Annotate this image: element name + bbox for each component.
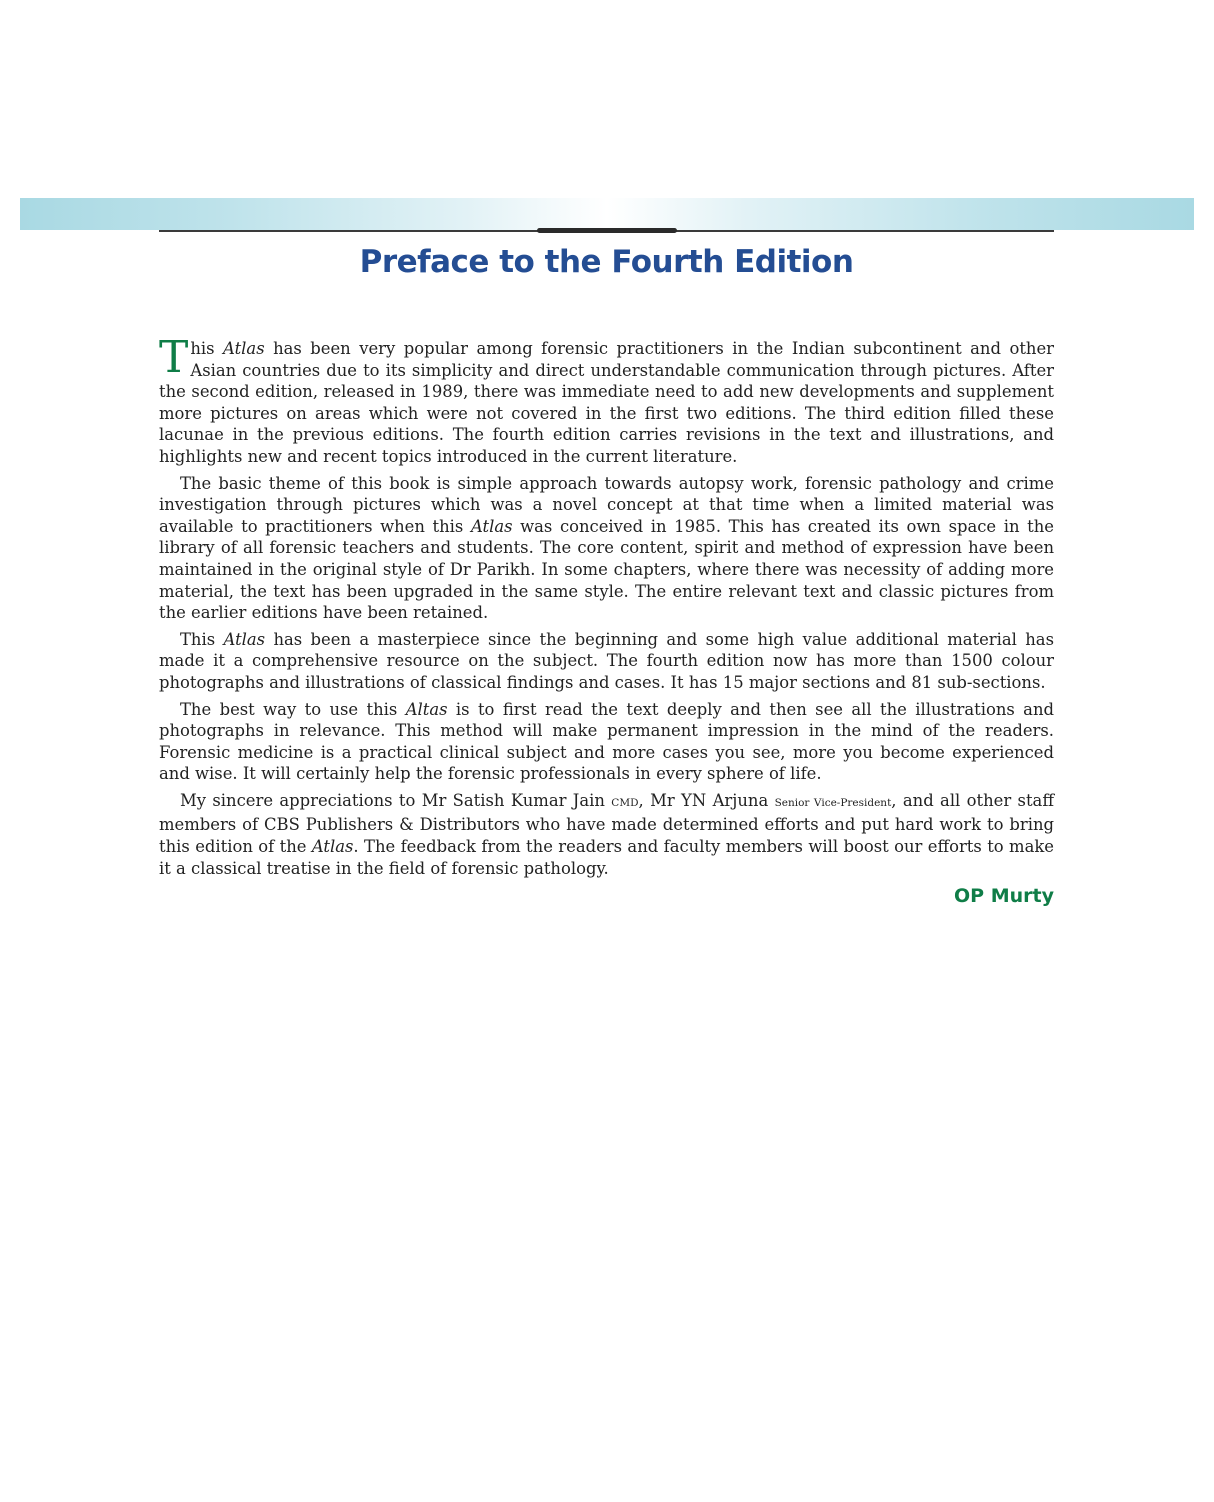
paragraph-text: The basic theme of this book is simple approach towards autopsy work, forensic pathology and crime investigation through pictures which was a novel concept at that time when a limited material was available to practitioners when this (159, 473, 1054, 536)
header-band (20, 198, 1194, 230)
title-note-svp: Senior Vice-President (774, 796, 892, 809)
paragraph-2 (159, 473, 1054, 624)
preface-body (159, 332, 1054, 884)
paragraph-3 (159, 629, 1054, 694)
paragraph-text: The best way to use this (180, 699, 406, 719)
paragraph-text: . The feedback from the readers and faculty members will boost our efforts to make it a classical treatise in the field of forensic pathology. (159, 837, 1054, 878)
paragraph-text: was conceived in 1985. This has created its own space in the library of all forensic teachers and students. The core content, spirit and method of expression have been maintained in the original style of Dr Parikh. In some chapters, where there was necessity of adding more material, the text has been upgraded in the same style. The entire relevant text and classic pictures from the earlier editions have been retained. (159, 516, 1054, 623)
drop-cap: T (159, 332, 189, 383)
paragraph-text: My sincere appreciations to Mr Satish Kumar Jain (180, 790, 612, 810)
paragraph-text: , Mr YN Arjuna (638, 790, 775, 810)
italic-atlas: Atlas (470, 516, 513, 536)
paragraph-text: his (190, 339, 224, 358)
page-title: Preface to the Fourth Edition (359, 244, 854, 280)
italic-atlas: Atlas (223, 339, 265, 358)
paragraph-text: , and all other staff members of CBS Publishers & Distributors who have made determined efforts and put hard work to bring this edition of the (159, 790, 1054, 857)
header-rule-accent (537, 228, 677, 233)
paragraph-1 (159, 332, 1054, 468)
paragraph-text: This (180, 629, 224, 649)
author-signature: OP Murty (954, 885, 1054, 907)
paragraph-text: has been a masterpiece since the beginning and some high value additional material has made it a comprehensive resource on the subject. The fourth edition now has more than 1500 colour photographs and illustrations of classical findings and cases. It has 15 major sections and 81 sub-sections. (159, 629, 1054, 692)
italic-altas: Altas (405, 699, 448, 719)
title-note-cmd: CMD (611, 796, 639, 809)
paragraph-5 (159, 790, 1054, 879)
paragraph-text: has been very popular among forensic practitioners in the Indian subcontinent and other Asian countries due to its simplicity and direct understandable communication through pictures. After the second edition, released in 1989, there was immediate need to add new developments and supplement more pictures on areas which were not covered in the first two editions. The third edition filled these lacunae in the previous editions. The fourth edition carries revisions in the text and illustrations, and highlights new and recent topics introduced in the current literature. (159, 339, 1054, 466)
italic-atlas: Atlas (223, 629, 266, 649)
paragraph-text: is to first read the text deeply and then see all the illustrations and photographs in relevance. This method will make permanent impression in the mind of the readers. Forensic medicine is a practical clinical subject and more cases you see, more you become experienced and wise. It will certainly help the forensic professionals in every sphere of life. (159, 699, 1054, 784)
italic-atlas: Atlas (311, 837, 354, 857)
paragraph-4 (159, 699, 1054, 785)
